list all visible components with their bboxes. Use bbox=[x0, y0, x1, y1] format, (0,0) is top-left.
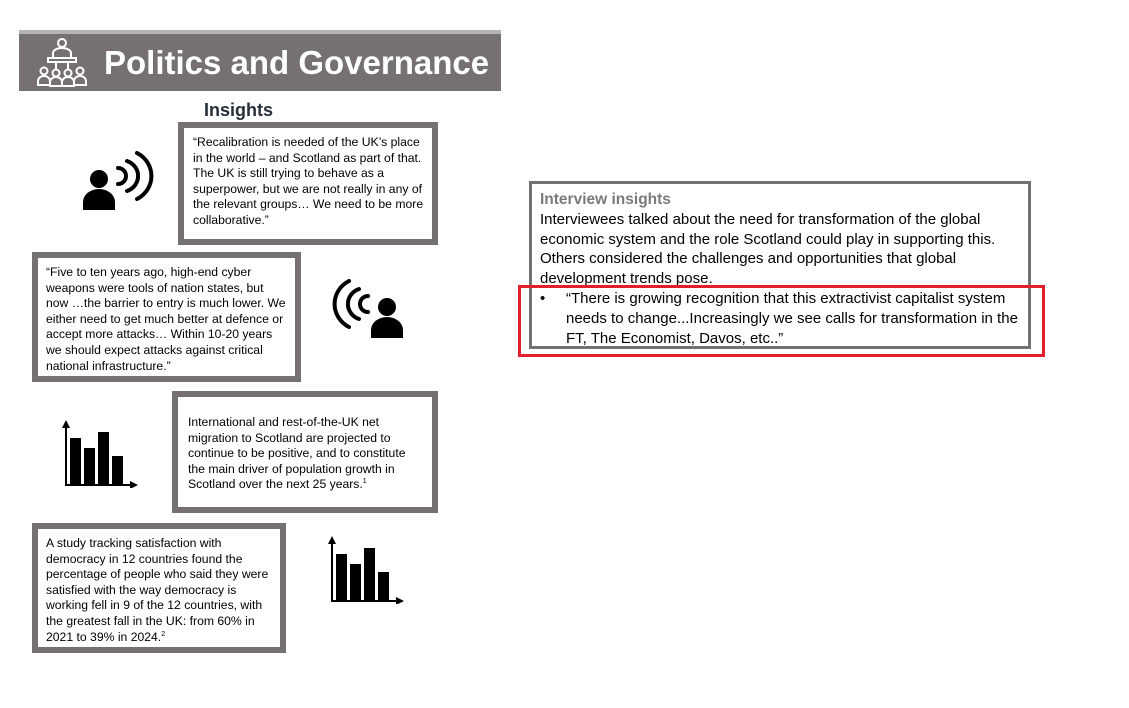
highlight-box bbox=[518, 285, 1045, 357]
stat-text: A study tracking satisfaction with democracy in 12 countries found the percentage of people who said they were satisfied with the way democracy is working fell in 9 of the 12 countries, with the greatest fall in the UK: from 60% in 2021 to 39% in 2024. bbox=[46, 536, 269, 644]
footnote-marker: 2 bbox=[161, 630, 166, 638]
quote-text: “Recalibration is needed of the UK’s place in the world – and Scotland as part of that. The UK is still trying to behave as a superpower, but we are not really in any of the relevant groups… We need to be more collaborative.” bbox=[193, 135, 424, 227]
person-speaking-icon bbox=[80, 148, 154, 212]
quote-card-cyber bbox=[32, 252, 301, 382]
podium-audience-icon bbox=[34, 36, 90, 88]
footnote-marker: 1 bbox=[362, 478, 367, 486]
interview-quote-text: “There is growing recognition that this extractivist capitalist system needs to change...Increasingly we see calls for transformation in the FT, The Economist, Davos, etc..” bbox=[566, 289, 1018, 347]
page-title: Politics and Governance bbox=[104, 44, 490, 81]
quote-card-recalibration bbox=[178, 122, 438, 245]
person-listening-icon bbox=[332, 276, 406, 340]
bar-chart-icon bbox=[62, 420, 138, 488]
bullet-marker: • bbox=[540, 289, 546, 307]
stat-text: International and rest-of-the-UK net migration to Scotland are projected to continue to be positive, and to constitute the main driver of population growth in Scotland over the next 25 years. bbox=[188, 415, 406, 492]
interview-insights-body: Interviewees talked about the need for transformation of the global economic system and the role Scotland could play in supporting this. Others considered the challenges and opportunities that global development trends pose. bbox=[540, 210, 996, 288]
interview-insights-title: Interview insights bbox=[540, 191, 671, 208]
bar-chart-icon bbox=[328, 536, 404, 604]
quote-text: “Five to ten years ago, high-end cyber weapons were tools of nation states, but now …the barrier to entry is much lower. We either need to get much better at defence or accept more attacks… Within 10-20 years we should expect attacks against critical national infrastructure.” bbox=[46, 265, 286, 373]
stat-card-democracy bbox=[32, 523, 286, 653]
stat-card-migration bbox=[172, 391, 438, 513]
insights-heading: Insights bbox=[204, 100, 274, 120]
